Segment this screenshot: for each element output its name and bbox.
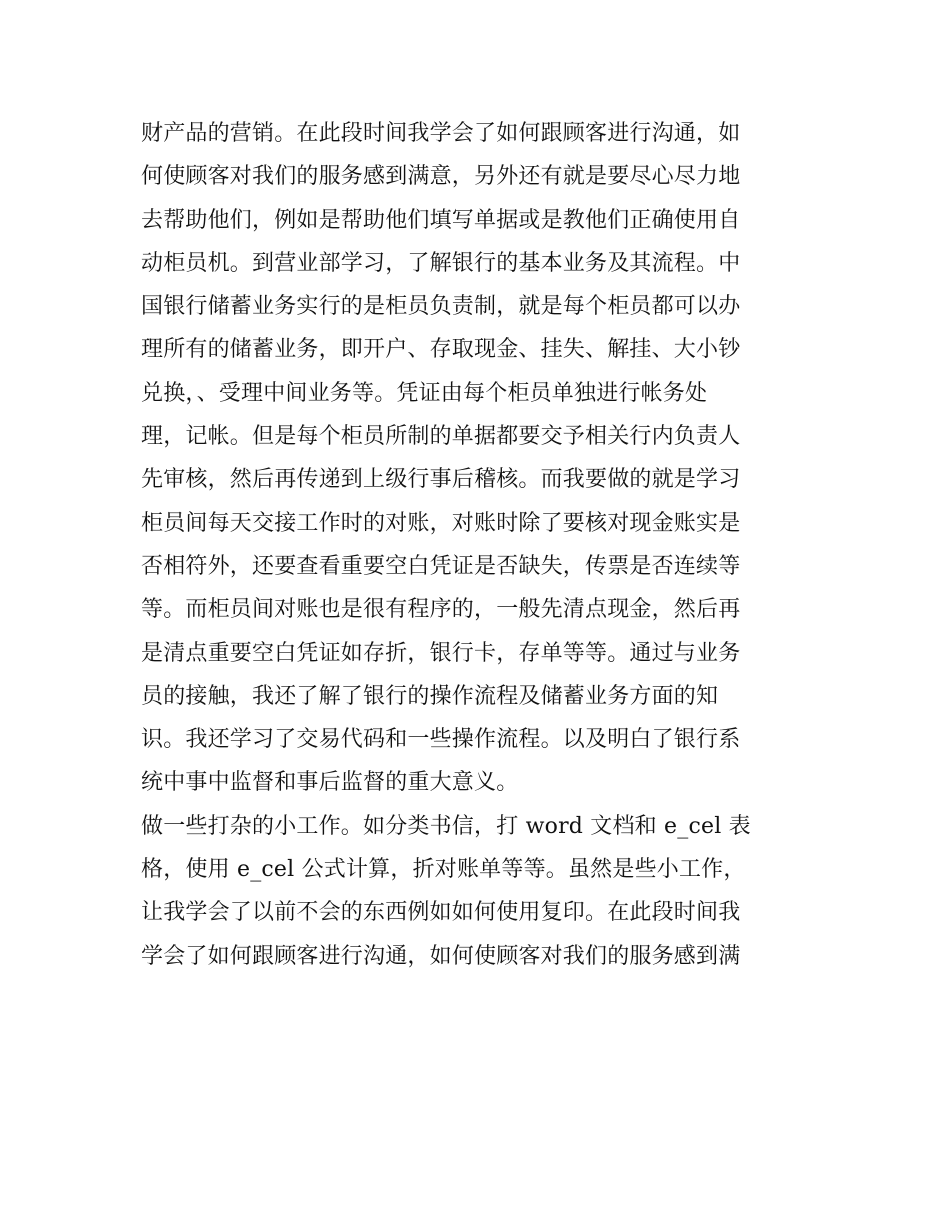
text-line: 格，使用 e_cel 公式计算，折对账单等等。虽然是些小工作， bbox=[141, 857, 746, 883]
text-line: 是清点重要空白凭证如存折，银行卡，存单等等。通过与业务 bbox=[141, 640, 741, 666]
text-line: 学会了如何跟顾客进行沟通，如何使顾客对我们的服务感到满 bbox=[141, 943, 741, 969]
text-line: 先审核，然后再传递到上级行事后稽核。而我要做的就是学习 bbox=[141, 467, 741, 493]
text-line: 动柜员机。到营业部学习，了解银行的基本业务及其流程。中 bbox=[141, 250, 741, 276]
text-line: 理所有的储蓄业务，即开户、存取现金、挂失、解挂、大小钞 bbox=[141, 337, 741, 363]
text-line: 否相符外，还要查看重要空白凭证是否缺失，传票是否连续等 bbox=[141, 553, 741, 579]
text-line: 统中事中监督和事后监督的重大意义。 bbox=[141, 770, 519, 796]
text-line: 财产品的营销。在此段时间我学会了如何跟顾客进行沟通，如 bbox=[141, 121, 741, 146]
text-line: 何使顾客对我们的服务感到满意，另外还有就是要尽心尽力地 bbox=[141, 164, 741, 190]
body-text bbox=[141, 112, 821, 978]
text-line: 去帮助他们，例如是帮助他们填写单据或是教他们正确使用自 bbox=[141, 207, 741, 233]
text-line: 兑换，、受理中间业务等。凭证由每个柜员单独进行帐务处 bbox=[141, 380, 708, 406]
text-line: 员的接触，我还了解了银行的操作流程及储蓄业务方面的知 bbox=[141, 683, 719, 709]
text-line: 等。而柜员间对账也是很有程序的，一般先清点现金，然后再 bbox=[141, 597, 741, 623]
text-line: 做一些打杂的小工作。如分类书信，打 word 文档和 e_cel 表 bbox=[141, 813, 751, 839]
text-line: 让我学会了以前不会的东西例如如何使用复印。在此段时间我 bbox=[141, 900, 741, 926]
text-line: 识。我还学习了交易代码和一些操作流程。以及明白了银行系 bbox=[141, 727, 741, 753]
text-line: 柜员间每天交接工作时的对账，对账时除了要核对现金账实是 bbox=[141, 510, 741, 536]
text-line: 理，记帐。但是每个柜员所制的单据都要交予相关行内负责人 bbox=[141, 424, 741, 450]
text-line: 国银行储蓄业务实行的是柜员负责制，就是每个柜员都可以办 bbox=[141, 294, 741, 320]
